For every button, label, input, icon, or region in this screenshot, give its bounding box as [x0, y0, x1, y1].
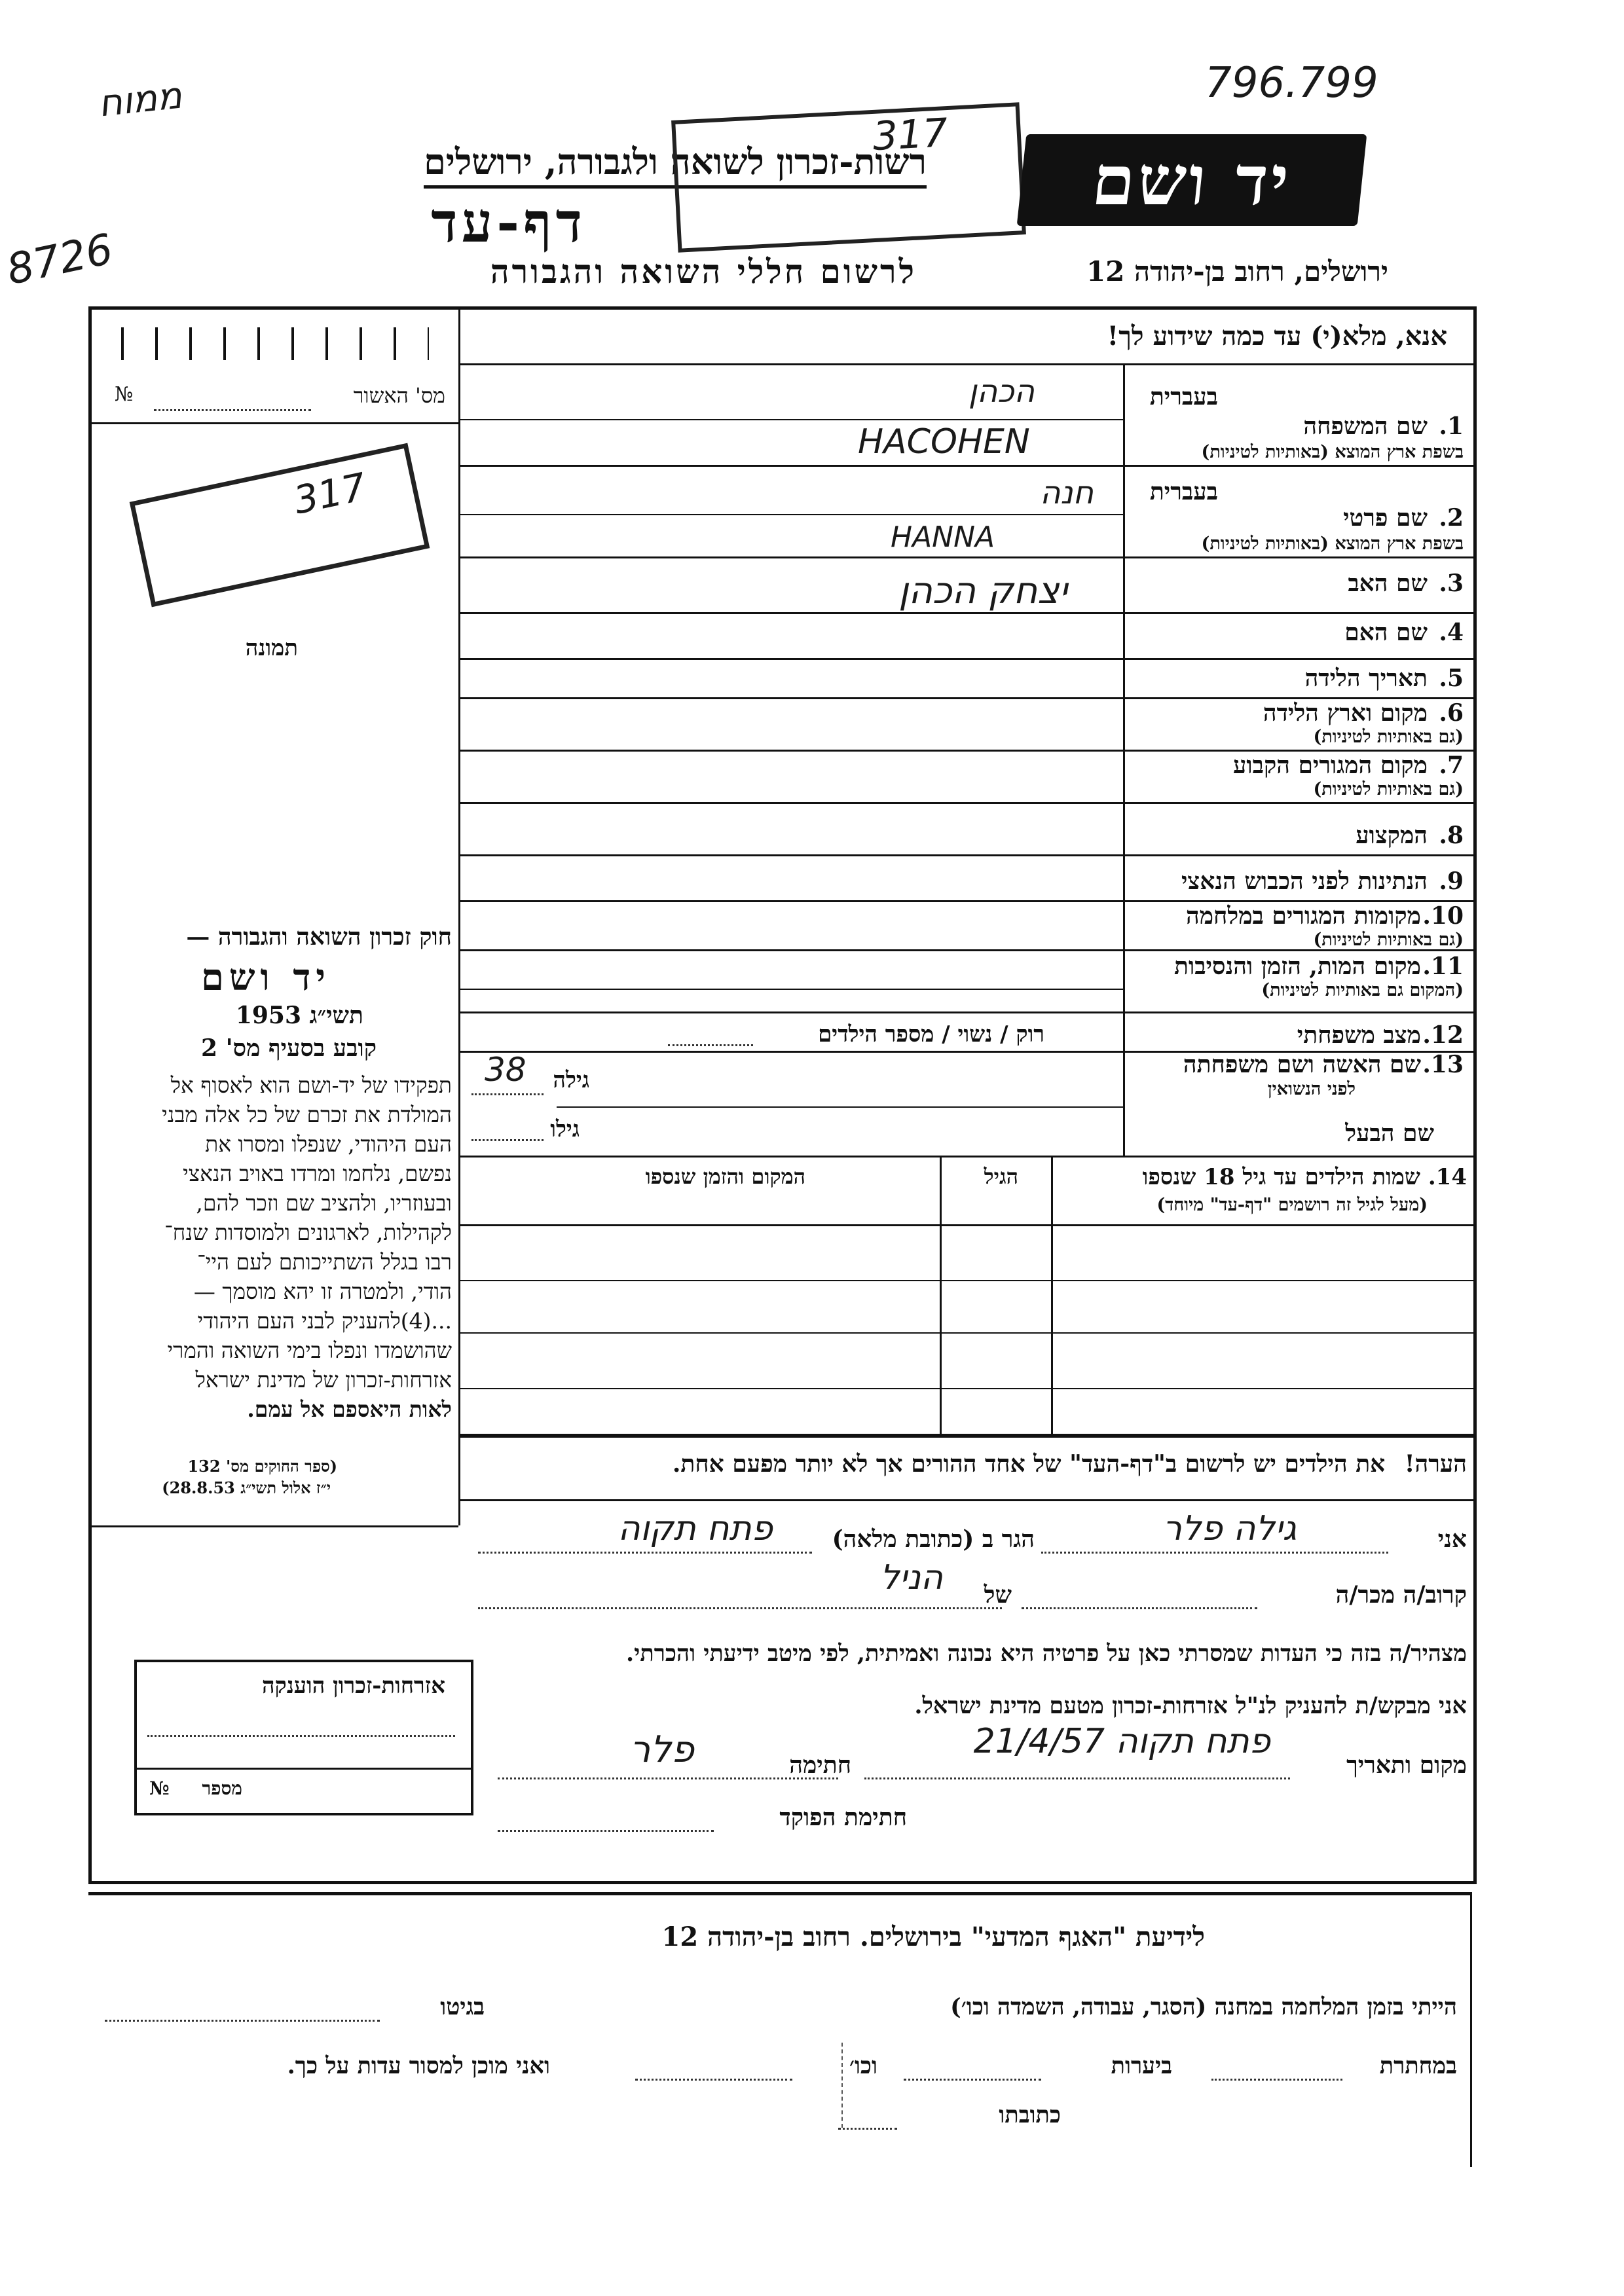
- marital-options: רוק / נשוי / מספר הילדים: [818, 1021, 1044, 1048]
- declaration-i-line: [1041, 1552, 1388, 1554]
- approval-tick-marks: [121, 327, 429, 360]
- signature-value: פלר: [629, 1728, 694, 1771]
- law-year: תשי״ג 1953: [235, 1002, 363, 1029]
- law-text-line: שהושמדו ונפלו בימי השואה והמרי: [167, 1338, 452, 1363]
- field-2-number: 2.: [1439, 504, 1464, 532]
- law-reference-1: (ספר החוקים מס' 132: [187, 1457, 337, 1476]
- declaration-of-line: [478, 1607, 1002, 1609]
- footer-etc-line: [635, 2079, 792, 2081]
- footer-ghetto-line: [105, 2020, 380, 2022]
- declaration-of-value: הניל: [880, 1558, 943, 1597]
- field-7-bottom: [458, 802, 1473, 804]
- citizenship-box-title: אזרחות-זכרון הוענקה: [262, 1673, 445, 1699]
- children-count-line: [668, 1044, 753, 1046]
- field-5-label: תאריך הלידה: [1304, 665, 1428, 692]
- field-10-sublabel: (גם באותיות לטיניות): [1313, 930, 1464, 950]
- children-col-place-time: המקום והזמן שנספו: [645, 1164, 805, 1189]
- children-row-line-2: [458, 1332, 1473, 1334]
- law-title: חוק זכרון השואה והגבורה —: [186, 923, 452, 951]
- footer-cut-mark: [841, 2043, 843, 2128]
- footer-ready-text: ואני מוכן למסור עדות על כך.: [287, 2052, 550, 2079]
- law-name: יד ושם: [200, 956, 331, 999]
- declaration-request: אני מבקש/ת להעניק לנ"ל אזרחות-זכרון מטעם מדינת ישראל.: [914, 1692, 1467, 1719]
- field-8-bottom: [458, 854, 1473, 856]
- note-text: את הילדים יש לרשום ב"דף-העד" של אחד ההורים אך לא יותר מפעם אחת.: [672, 1450, 1386, 1478]
- institution-name: רשות-זכרון לשואה ולגבורה, ירושלים: [424, 141, 927, 189]
- law-text-line: רבו בגלל השתייכותם לעם היי־: [197, 1249, 452, 1275]
- field-6-label: מקום וארץ הלידה: [1263, 699, 1428, 727]
- place-date-line: [864, 1777, 1290, 1779]
- footer-right-edge: [1470, 1892, 1472, 2167]
- field-2-hebrew-value: חנה: [1040, 475, 1094, 511]
- sidebar-divider: [458, 306, 460, 1525]
- footer-underground-line: [1211, 2079, 1342, 2081]
- field-12-number: 12.: [1422, 1021, 1464, 1049]
- field-9-label: הנתינות לפני הכבוש הנאצי: [1181, 867, 1428, 895]
- field-5-number: 5.: [1439, 665, 1464, 692]
- declaration-lives-line: [478, 1552, 812, 1554]
- field-1-sublabel: בשפת ארץ המוצא (באותיות לטיניות): [1201, 442, 1464, 462]
- footer-ghetto-label: בגיטו: [440, 1994, 485, 2020]
- declaration-relation-line: [1022, 1607, 1257, 1609]
- footer-cut-line: [88, 1892, 1470, 1895]
- field-11-inner-line: [458, 989, 1123, 990]
- field-10-bottom: [458, 949, 1473, 951]
- field-2-sublabel: בשפת ארץ המוצא (באותיות לטיניות): [1201, 534, 1464, 554]
- field-6-sublabel: (גם באותיות לטיניות): [1313, 727, 1464, 747]
- children-sublabel: (מעל לגיל זה רושמים "דף-עד" מיוחד): [1156, 1195, 1428, 1215]
- header-address: ירושלים, רחוב בן-יהודה 12: [1086, 255, 1388, 287]
- children-row-line-3: [458, 1388, 1473, 1389]
- law-text-line: המולדת את זכרם של כל אלה מבני: [162, 1102, 452, 1127]
- field-2-bottom: [458, 556, 1473, 558]
- field-3-label: שם האב: [1348, 570, 1428, 597]
- law-text-line: תפקידו של יד-ושם הוא לאסוף אל: [170, 1072, 452, 1098]
- label-column-divider: [1123, 363, 1125, 1156]
- law-text-line: ...(4)להעניק לבני העם היהודי: [197, 1308, 452, 1334]
- signature-line: [498, 1777, 838, 1779]
- wife-age-value: 38: [485, 1051, 526, 1089]
- declaration-lives-value: פתח תקוה: [618, 1509, 773, 1548]
- intro-underline: [458, 363, 1473, 365]
- footer-address-line: [838, 2128, 897, 2130]
- field-13-sublabel: לפני הנשואין: [1267, 1079, 1356, 1099]
- husband-age-label: גילו: [550, 1116, 580, 1142]
- field-2-hebrew-tag: בעברית: [1149, 478, 1218, 505]
- husband-row-bottom: [458, 1156, 1473, 1157]
- citizenship-number-label: מספר: [202, 1777, 242, 1799]
- place-date-label: מקום ותאריך: [1346, 1751, 1467, 1779]
- sidebar-bottom-line: [88, 1525, 458, 1527]
- field-1-label: שם המשפחה: [1303, 412, 1428, 440]
- field-12-label: מצב משפחתי: [1297, 1021, 1421, 1049]
- field-9-number: 9.: [1439, 867, 1464, 895]
- law-text-line: ובעוזריו, ולהציב שם וזכר להם,: [196, 1190, 452, 1216]
- law-section: קובע בסעיף מס' 2: [201, 1034, 377, 1062]
- field-1-hebrew-line: [458, 419, 1123, 420]
- citizenship-divider: [134, 1768, 471, 1770]
- intro-text: אנא, מלא(י) עד כמה שידוע לך!: [1107, 321, 1447, 352]
- field-1-number: 1.: [1439, 412, 1464, 440]
- children-col-divider-2: [1051, 1156, 1053, 1434]
- declaration-statement: מצהיר/ה בזה כי העדות שמסרתי כאן על פרטיה היא נכונה ואמיתית, לפי מיטב ידיעתי והכרתי.: [626, 1640, 1467, 1667]
- approval-number-sign: №: [115, 383, 134, 406]
- field-2-latin-value: HANNA: [891, 520, 995, 554]
- top-left-scribble: ממוח: [96, 74, 184, 126]
- field-6-number: 6.: [1439, 699, 1464, 727]
- field-3-value: יצחק הכהן: [898, 570, 1067, 612]
- citizenship-number-sign: №: [149, 1777, 170, 1799]
- header-stamp: [671, 102, 1026, 253]
- field-8-label: המקצוע: [1356, 822, 1428, 849]
- form-title: דף-עד: [431, 190, 586, 255]
- law-text-line: העם היהודי, שנפלו ומסרו את: [205, 1131, 452, 1157]
- top-number-annotation: 796.799: [1205, 59, 1378, 107]
- declaration-of-label: של: [984, 1581, 1012, 1609]
- declaration-lives-label: הגר ב (כתובת מלאה): [832, 1525, 1035, 1553]
- field-13-inner-line: [557, 1106, 1123, 1108]
- law-text: [98, 1070, 452, 1424]
- wife-age-label: גילה: [553, 1067, 589, 1093]
- field-1-hebrew-tag: בעברית: [1149, 383, 1218, 410]
- law-text-line: לקהילות, לארגונים ולמוסדות שנח־: [164, 1220, 452, 1245]
- field-4-bottom: [458, 658, 1473, 660]
- field-13-number: 13.: [1422, 1051, 1464, 1078]
- photo-stamp-number: 317: [289, 464, 371, 523]
- husband-label: שם הבעל: [1345, 1120, 1434, 1147]
- field-11-sublabel: (המקום גם באותיות לטיניות): [1261, 980, 1464, 1000]
- signature-label: חתימה: [789, 1751, 851, 1779]
- footer-etc-label: וכו׳: [849, 2052, 877, 2079]
- field-10-label: מקומות המגורים במלחמה: [1186, 902, 1421, 930]
- field-1-bottom: [458, 465, 1473, 467]
- law-text-line: אזרחות-זכרון של מדינת ישראל: [195, 1367, 452, 1393]
- field-11-number: 11.: [1422, 953, 1464, 980]
- field-3-bottom: [458, 612, 1473, 614]
- field-7-sublabel: (גם באותיות לטיניות): [1313, 779, 1464, 799]
- footer-address-label: כתובתו: [999, 2102, 1061, 2128]
- field-2-hebrew-line: [458, 514, 1123, 515]
- field-2-label: שם פרטי: [1343, 504, 1428, 532]
- form-subtitle: לרשום חללי השואה והגבורה: [490, 252, 917, 291]
- official-signature-line: [498, 1830, 714, 1832]
- header-stamp-number: 317: [871, 110, 950, 160]
- law-text-line: נפשם, נלחמו ומרדו באויב הנאצי: [183, 1161, 452, 1186]
- field-7-label: מקום המגורים הקבוע: [1233, 752, 1428, 779]
- field-13-label: שם האשה ושם משפחתה: [1183, 1051, 1421, 1078]
- logo-text: יד ושם: [1088, 139, 1295, 221]
- approval-underline: [88, 422, 458, 424]
- field-10-number: 10.: [1422, 902, 1464, 930]
- field-4-number: 4.: [1439, 619, 1464, 646]
- field-1-latin-value: HACOHEN: [858, 422, 1030, 462]
- citizenship-line-1: [147, 1735, 455, 1737]
- declaration-i-label: אני: [1437, 1525, 1467, 1553]
- field-7-number: 7.: [1439, 752, 1464, 779]
- note-line: [673, 1450, 1467, 1478]
- children-row-line-1: [458, 1280, 1473, 1281]
- yad-vashem-logo: [1017, 134, 1367, 226]
- declaration-relation-label: קרוב/ה מכר/ה: [1335, 1581, 1467, 1609]
- footer-line1: הייתי בזמן המלחמה במחנה (הסגר, עבודה, השמדה וכו׳): [950, 1994, 1457, 2020]
- field-8-number: 8.: [1439, 822, 1464, 849]
- field-1-hebrew-value: הכהן: [968, 373, 1035, 410]
- field-4-label: שם האם: [1344, 619, 1428, 646]
- approval-number-label: מס' האשור: [353, 383, 445, 408]
- footer-title: לידיעת "האגף המדעי" בירושלים. רחוב בן-יהודה 12: [661, 1922, 1205, 1952]
- photo-label: תמונה: [245, 635, 298, 661]
- wife-age-line: [471, 1093, 544, 1095]
- approval-number-line: [154, 409, 311, 411]
- law-reference-2: י״ז אלול תשי״ג 28.8.53): [162, 1478, 331, 1497]
- declaration-i-value: גילה פלר: [1162, 1509, 1297, 1548]
- children-header-line: [458, 1224, 1473, 1226]
- note-title: הערה!: [1404, 1450, 1467, 1478]
- field-11-bottom: [458, 1011, 1473, 1013]
- left-number-annotation: 8726: [3, 225, 117, 295]
- place-date-value: פתח תקוה 21/4/57: [973, 1722, 1270, 1761]
- children-label: 14. שמות הילדים עד גיל 18 שנספו: [1142, 1164, 1467, 1190]
- husband-age-line: [471, 1139, 544, 1141]
- footer-underground-label: במחתרת: [1379, 2052, 1457, 2079]
- children-col-age: הגיל: [984, 1164, 1018, 1189]
- law-text-line: הודי, ולמטרה זו יהא מוסמך —: [193, 1279, 452, 1304]
- field-11-label: מקום המות, הזמן והנסיבות: [1174, 953, 1421, 980]
- note-bottom: [458, 1499, 1473, 1501]
- footer-forests-label: ביערות: [1111, 2052, 1172, 2079]
- law-text-line: לאות היאספם אל עמם.: [247, 1396, 452, 1422]
- children-table-bottom: [458, 1434, 1473, 1438]
- field-3-number: 3.: [1439, 570, 1464, 597]
- official-signature-label: חתימת הפוקד: [779, 1804, 907, 1831]
- children-col-divider-1: [940, 1156, 942, 1434]
- footer-forests-line: [904, 2079, 1041, 2081]
